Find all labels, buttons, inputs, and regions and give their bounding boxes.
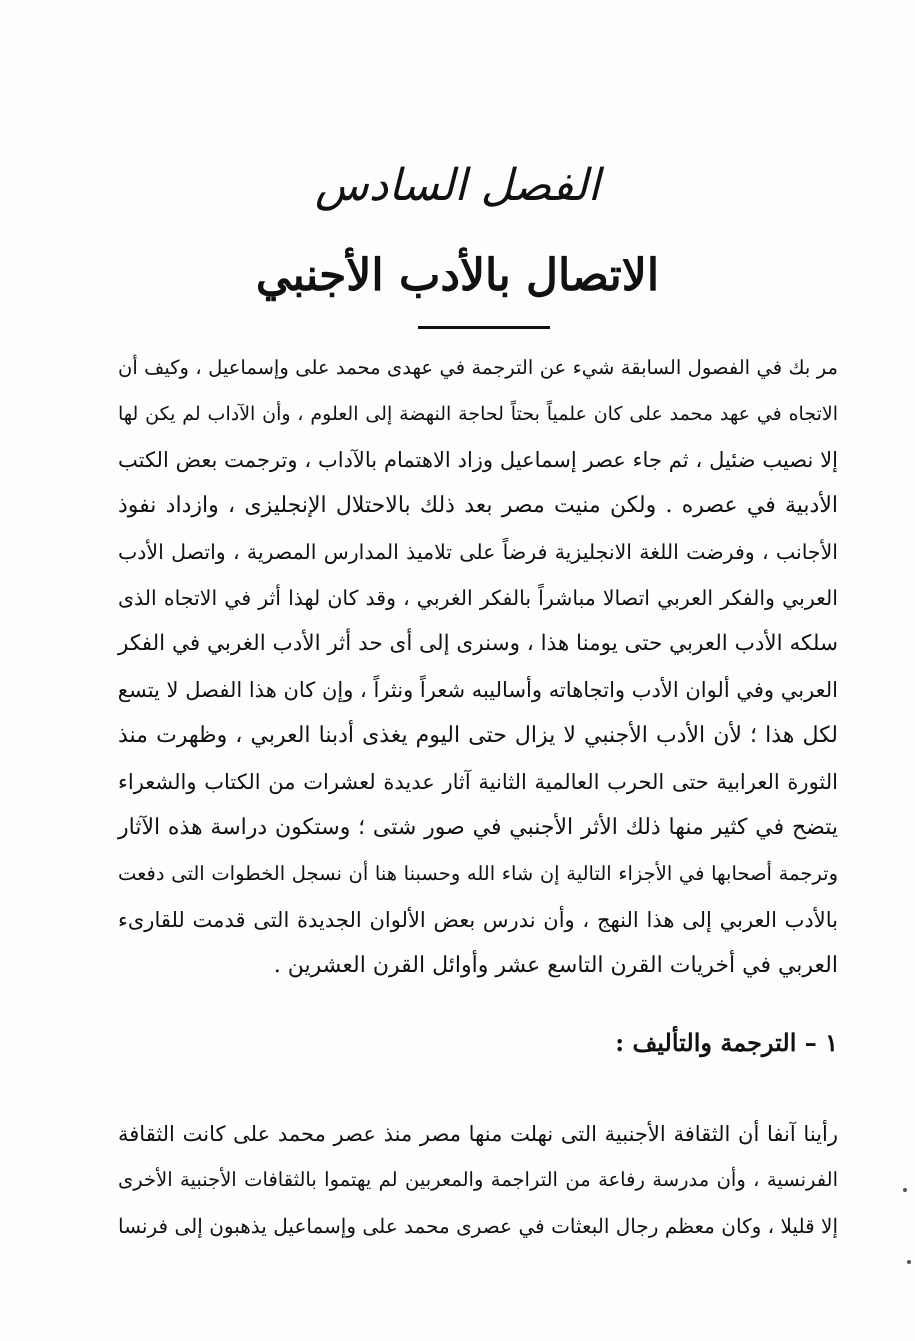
text-line: إلا قليلا ، وكان معظم رجال البعثات في عصرى محمد على وإسماعيل يذهبون إلى فرنسا bbox=[118, 1214, 838, 1238]
chapter-label: الفصل السادس bbox=[315, 160, 600, 211]
section-subheading: ١ – الترجمة والتأليف : bbox=[615, 1028, 838, 1057]
paragraph-2 bbox=[118, 1111, 838, 1249]
text-line: وترجمة أصحابها في الأجزاء التالية إن شاء الله وحسبنا هنا أن نسجل الخطوات التى دفعت bbox=[118, 862, 838, 885]
text-line: الاتجاه في عهد محمد على كان علمياً بحتاً لحاجة النهضة إلى العلوم ، وأن الآداب لم يكن لها bbox=[118, 403, 838, 425]
text-line: بالأدب العربي إلى هذا النهج ، وأن ندرس بعض الألوان الجديدة التى قدمت للقارىء bbox=[118, 908, 838, 932]
scan-speck bbox=[903, 1188, 907, 1192]
paragraph-1 bbox=[118, 345, 838, 989]
text-line: يتضح في كثير منها ذلك الأثر الأجنبي في صور شتى ؛ وستكون دراسة هذه الآثار bbox=[118, 815, 838, 840]
text-line: العربي والفكر العربي اتصالا مباشراً بالفكر الغربي ، وقد كان لهذا أثر في الاتجاه الذى bbox=[118, 586, 838, 610]
text-line: إلا نصيب ضئيل ، ثم جاء عصر إسماعيل وزاد الاهتمام بالآداب ، وترجمت بعض الكتب bbox=[118, 448, 838, 472]
text-line: الفرنسية ، وأن مدرسة رفاعة من التراجمة والمعربين لم يهتموا بالثقافات الأجنبية الأخرى bbox=[118, 1168, 838, 1191]
text-line: الأدبية في عصره . ولكن منيت مصر بعد ذلك بالاحتلال الإنجليزى ، وازداد نفوذ bbox=[118, 493, 838, 518]
text-line: العربي وفي ألوان الأدب واتجاهاته وأساليبه شعراً ونثراً ، وإن كان هذا الفصل لا يتسع bbox=[117, 678, 838, 702]
text-line: مر بك في الفصول السابقة شيء عن الترجمة في عهدى محمد على وإسماعيل ، وكيف أن bbox=[118, 356, 838, 379]
scan-speck bbox=[907, 1260, 911, 1264]
text-line: الثورة العرابية حتى الحرب العالمية الثانية آثار عديدة لعشرات من الكتاب والشعراء bbox=[118, 770, 838, 794]
chapter-title: الاتصال بالأدب الأجنبي bbox=[255, 250, 660, 301]
text-line: لكل هذا ؛ لأن الأدب الأجنبي لا يزال حتى اليوم يغذى أدبنا العربي ، وظهرت منذ bbox=[118, 723, 838, 748]
text-line: سلكه الأدب العربي حتى يومنا هذا ، وسنرى إلى أى حد أثر الأدب الغربي في الفكر bbox=[118, 631, 838, 656]
title-underline bbox=[418, 326, 550, 329]
text-line: رأينا آنفا أن الثقافة الأجنبية التى نهلت منها مصر منذ عصر محمد على كانت الثقافة bbox=[118, 1122, 838, 1146]
text-line: الأجانب ، وفرضت اللغة الانجليزية فرضاً على تلاميذ المدارس المصرية ، واتصل الأدب bbox=[118, 540, 838, 564]
text-line: العربي في أخريات القرن التاسع عشر وأوائل القرن العشرين . bbox=[273, 953, 838, 978]
